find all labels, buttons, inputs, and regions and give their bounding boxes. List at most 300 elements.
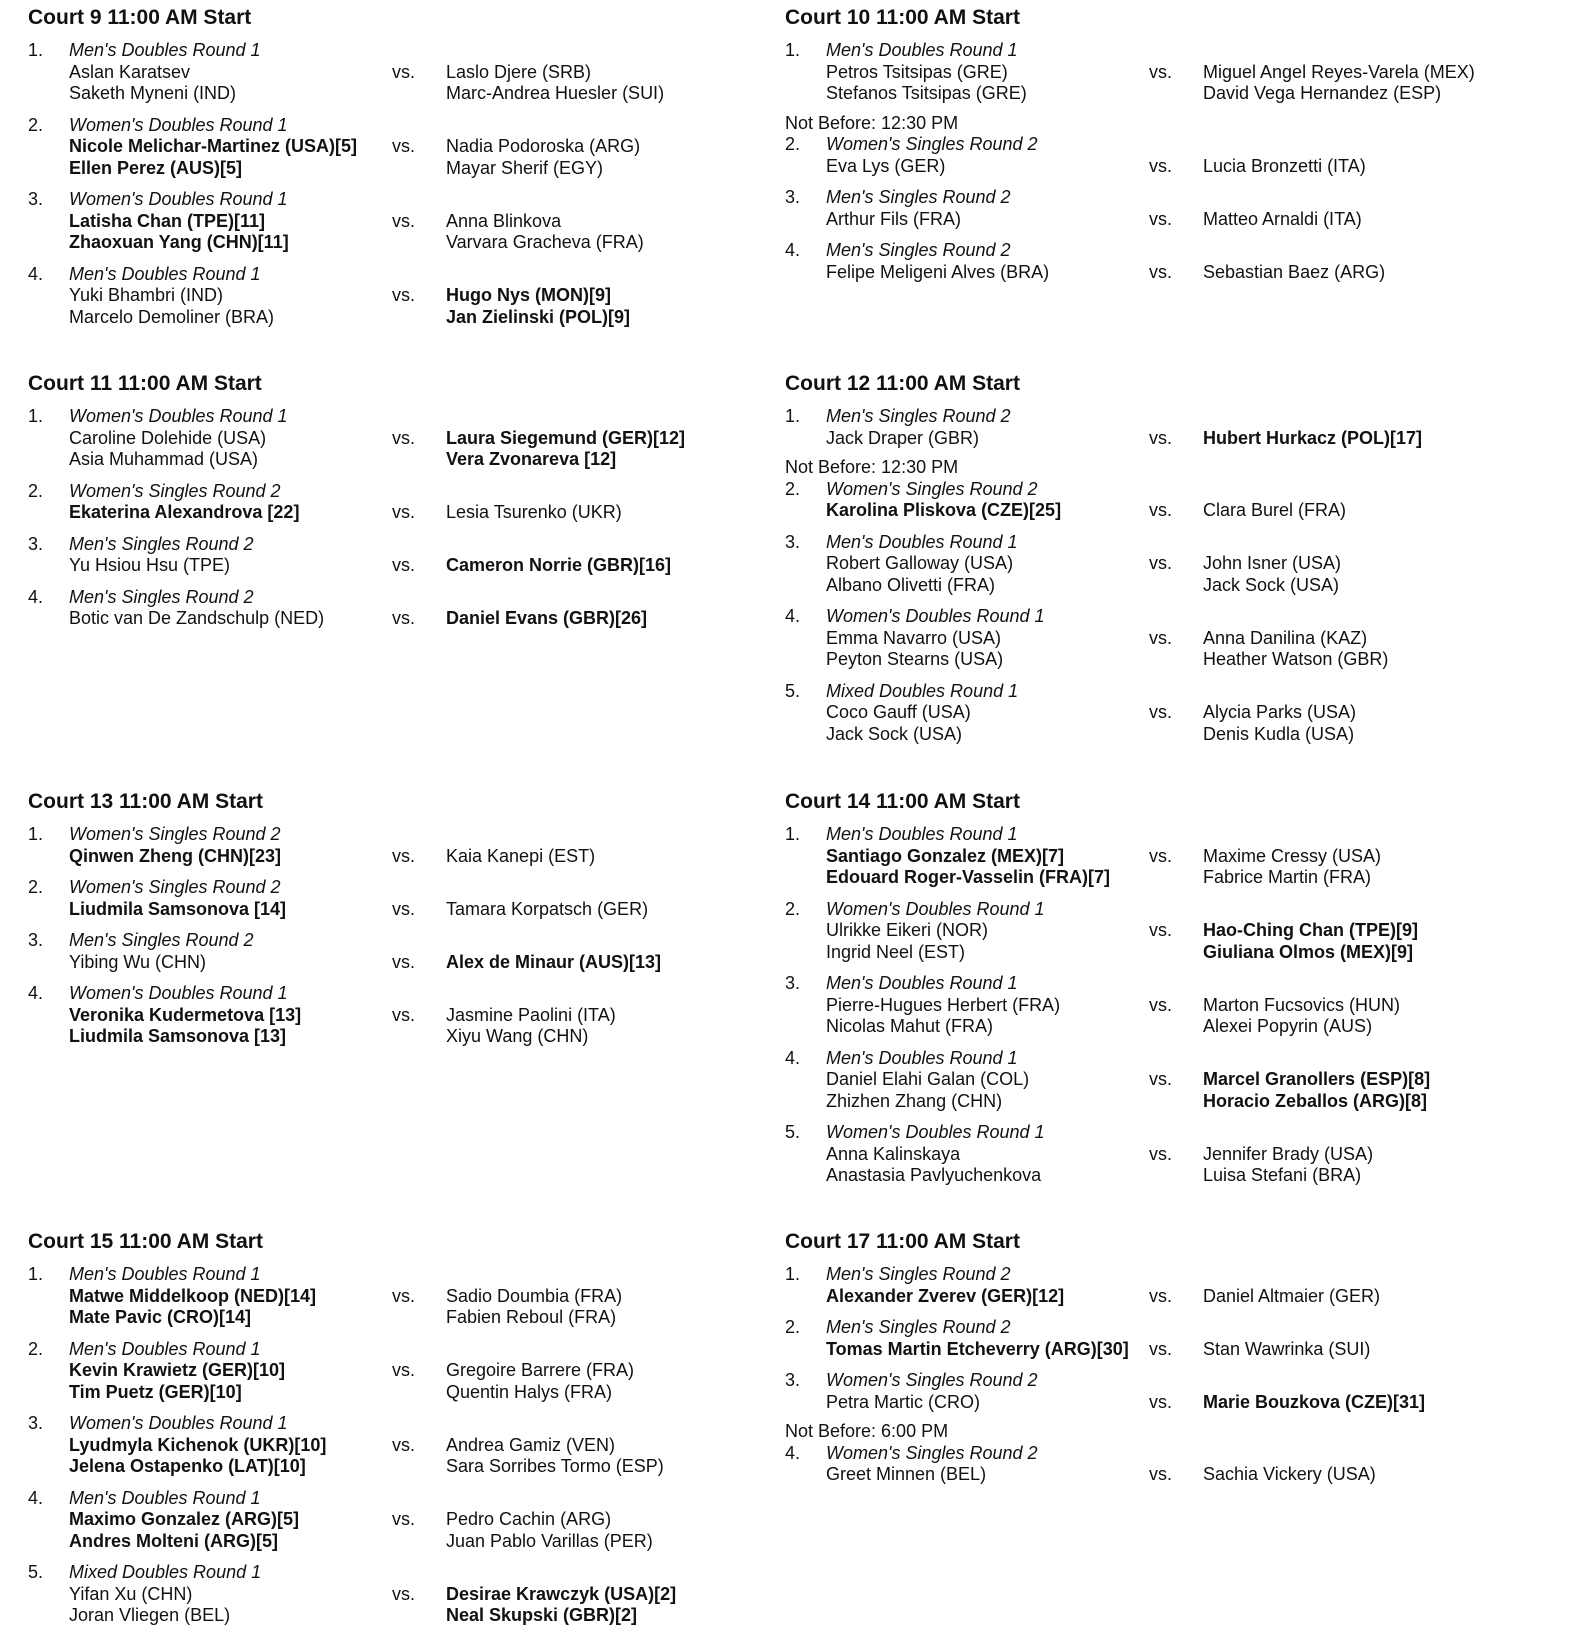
round-label: Men's Doubles Round 1 (826, 824, 1018, 844)
round-label: Women's Doubles Round 1 (69, 1413, 288, 1433)
match-row (28, 428, 768, 471)
player-name: Jasmine Paolini (ITA) (446, 1004, 616, 1025)
player-name: Yuki Bhambri (IND) (69, 285, 224, 305)
player-name: Alexander Zverev (GER)[12] (826, 1285, 1065, 1306)
left-team (69, 1005, 301, 1048)
match-entry (28, 983, 768, 1048)
match-number: 4. (28, 983, 44, 1003)
match-number: 3. (28, 189, 44, 209)
right-team (446, 555, 671, 577)
left-team (69, 136, 357, 179)
match-entry (28, 481, 768, 524)
player-name: Nicole Melichar-Martinez (USA)[5] (69, 136, 358, 156)
court-block (28, 790, 768, 1058)
vs-label: vs. (392, 1509, 416, 1529)
match-number: 1. (28, 40, 44, 60)
vs-label: vs. (1149, 627, 1173, 648)
player-name: Laslo Djere (SRB) (446, 61, 592, 82)
player-name: Saketh Myneni (IND) (69, 83, 237, 103)
player-name: Yibing Wu (CHN) (69, 951, 207, 972)
match-entry (785, 973, 1525, 1038)
match-number: 1. (28, 824, 44, 844)
player-name: Latisha Chan (TPE)[11] (69, 210, 266, 231)
player-name: Denis Kudla (USA) (1203, 723, 1355, 744)
round-label: Men's Singles Round 2 (69, 930, 254, 950)
left-team (69, 1435, 326, 1478)
match-row (28, 608, 768, 630)
match-number: 2. (28, 480, 44, 501)
right-team (446, 1360, 634, 1403)
vs-label: vs. (392, 285, 416, 305)
match-entry (785, 899, 1525, 964)
left-team (826, 628, 1003, 671)
player-name: Alex de Minaur (AUS)[13] (446, 951, 662, 972)
round-label: Men's Doubles Round 1 (69, 263, 261, 284)
left-team (826, 62, 1027, 105)
player-name: Sebastian Baez (ARG) (1203, 261, 1386, 282)
match-entry (785, 1264, 1525, 1307)
court-title: Court 13 11:00 AM Start (28, 790, 263, 813)
vs-label: vs. (1149, 61, 1173, 82)
player-name: Ekaterina Alexandrova [22] (69, 502, 300, 522)
match-entry (28, 189, 768, 254)
match-row (785, 1339, 1525, 1361)
round-label: Women's Doubles Round 1 (826, 606, 1045, 626)
right-team (1203, 428, 1422, 450)
match-number: 5. (28, 1562, 44, 1582)
vs-label: vs. (392, 427, 416, 448)
match-entry (28, 534, 768, 577)
match-row (28, 502, 768, 524)
player-name: Lesia Tsurenko (UKR) (446, 502, 622, 522)
match-row (28, 62, 768, 105)
not-before-time: Not Before: 6:00 PM (785, 1421, 949, 1441)
left-team (826, 262, 1049, 284)
round-label: Women's Singles Round 2 (69, 480, 281, 501)
player-name: Robert Galloway (USA) (826, 553, 1014, 573)
match-number: 3. (785, 1370, 801, 1390)
player-name: Zhizhen Zhang (CHN) (826, 1090, 1003, 1111)
left-team (69, 428, 266, 471)
player-name: Jack Sock (USA) (826, 723, 963, 744)
player-name: Nicolas Mahut (FRA) (826, 1016, 994, 1036)
player-name: John Isner (USA) (1203, 553, 1342, 573)
match-number: 4. (28, 586, 44, 607)
right-team (1203, 920, 1418, 963)
round-label: Women's Singles Round 2 (69, 877, 281, 897)
player-name: Hugo Nys (MON)[9] (446, 285, 611, 305)
player-name: Lucia Bronzetti (ITA) (1203, 155, 1366, 176)
vs-label: vs. (1149, 1069, 1173, 1089)
court-title: Court 11 11:00 AM Start (28, 372, 262, 395)
match-entry (28, 930, 768, 973)
round-label: Men's Doubles Round 1 (826, 1047, 1018, 1068)
round-label: Women's Doubles Round 1 (826, 898, 1045, 919)
match-row (785, 846, 1525, 889)
player-name: Jan Zielinski (POL)[9] (446, 306, 631, 327)
player-name: Andrea Gamiz (VEN) (446, 1434, 616, 1455)
match-number: 3. (28, 533, 44, 554)
match-number: 3. (785, 973, 801, 993)
vs-label: vs. (1149, 553, 1173, 573)
match-row (785, 920, 1525, 963)
player-name: Varvara Gracheva (FRA) (446, 232, 644, 252)
player-name: Yifan Xu (CHN) (69, 1583, 193, 1604)
player-name: Fabien Reboul (FRA) (446, 1307, 617, 1327)
vs-label: vs. (1149, 1464, 1173, 1484)
player-name: Juan Pablo Varillas (PER) (446, 1530, 653, 1551)
left-team (826, 1339, 1129, 1361)
match-row (785, 1286, 1525, 1308)
right-team (446, 1509, 653, 1552)
player-name: Ellen Perez (AUS)[5] (69, 157, 243, 178)
player-name: Veronika Kudermetova [13] (69, 1004, 302, 1025)
player-name: Anastasia Pavlyuchenkova (826, 1165, 1042, 1185)
player-name: Liudmila Samsonova [14] (69, 898, 287, 919)
round-label: Women's Doubles Round 1 (69, 983, 288, 1003)
player-name: Zhaoxuan Yang (CHN)[11] (69, 232, 289, 252)
left-team (69, 952, 206, 974)
court-title: Court 15 11:00 AM Start (28, 1230, 263, 1253)
left-team (69, 211, 289, 254)
right-team (1203, 1464, 1376, 1486)
left-team (826, 1069, 1029, 1112)
left-team (69, 1584, 230, 1627)
left-team (826, 1286, 1064, 1308)
match-row (28, 1286, 768, 1329)
vs-label: vs. (1149, 702, 1173, 722)
left-team (826, 428, 979, 450)
right-team (1203, 62, 1475, 105)
vs-label: vs. (1149, 845, 1173, 866)
player-name: Stefanos Tsitsipas (GRE) (826, 83, 1027, 103)
match-entry (785, 1317, 1525, 1360)
player-name: Alycia Parks (USA) (1203, 702, 1357, 722)
round-label: Men's Doubles Round 1 (826, 40, 1018, 60)
vs-label: vs. (392, 136, 416, 156)
player-name: Ulrikke Eikeri (NOR) (826, 920, 988, 940)
player-name: Quentin Halys (FRA) (446, 1381, 613, 1402)
match-entry (785, 187, 1525, 230)
court-block (28, 6, 768, 338)
right-team (446, 1286, 622, 1329)
match-row (28, 136, 768, 179)
match-entry (785, 532, 1525, 597)
match-number: 4. (785, 606, 801, 626)
match-number: 2. (28, 114, 44, 135)
player-name: Marton Fucsovics (HUN) (1203, 994, 1401, 1015)
round-label: Men's Singles Round 2 (826, 240, 1011, 260)
player-name: Daniel Altmaier (GER) (1203, 1285, 1381, 1306)
vs-label: vs. (1149, 1391, 1173, 1412)
left-team (69, 1286, 316, 1329)
left-team (69, 1509, 299, 1552)
match-row (28, 285, 768, 328)
match-entry (28, 1413, 768, 1478)
match-row (28, 1509, 768, 1552)
player-name: Andres Molteni (ARG)[5] (69, 1530, 278, 1551)
not-before-time: Not Before: 12:30 PM (785, 112, 959, 133)
vs-label: vs. (392, 1285, 416, 1306)
player-name: Marcelo Demoliner (BRA) (69, 306, 275, 327)
match-number: 5. (785, 1122, 801, 1142)
match-entry (785, 606, 1525, 671)
match-entry (28, 877, 768, 920)
match-entry (28, 406, 768, 471)
left-team (826, 846, 1110, 889)
right-team (1203, 995, 1400, 1038)
player-name: Anna Danilina (KAZ) (1203, 627, 1368, 648)
vs-label: vs. (392, 1583, 416, 1604)
court-title: Court 17 11:00 AM Start (785, 1230, 1020, 1253)
vs-label: vs. (1149, 1143, 1173, 1164)
player-name: Mate Pavic (CRO)[14] (69, 1307, 252, 1327)
right-team (446, 1005, 616, 1048)
player-name: Hao-Ching Chan (TPE)[9] (1203, 920, 1418, 940)
match-entry (785, 681, 1525, 746)
match-entry (785, 479, 1525, 522)
match-number: 2. (785, 478, 801, 499)
left-team (826, 500, 1061, 522)
court-block (785, 372, 1525, 755)
player-name: Luisa Stefani (BRA) (1203, 1165, 1362, 1185)
match-number: 1. (785, 1264, 801, 1284)
vs-label: vs. (392, 61, 416, 82)
vs-label: vs. (392, 1004, 416, 1025)
left-team (69, 555, 230, 577)
player-name: Xiyu Wang (CHN) (446, 1026, 589, 1046)
match-entry (28, 824, 768, 867)
vs-label: vs. (392, 1360, 416, 1380)
vs-label: vs. (1149, 1285, 1173, 1306)
player-name: Petra Martic (CRO) (826, 1391, 981, 1412)
player-name: Jack Draper (GBR) (826, 427, 980, 448)
match-row (785, 995, 1525, 1038)
vs-label: vs. (1149, 500, 1173, 520)
match-entry (28, 40, 768, 105)
round-label: Men's Doubles Round 1 (826, 531, 1018, 552)
right-team (1203, 1144, 1373, 1187)
match-number: 4. (28, 263, 44, 284)
match-row (28, 1584, 768, 1627)
player-name: Alexei Popyrin (AUS) (1203, 1016, 1373, 1036)
match-entry (28, 264, 768, 329)
right-team (446, 285, 630, 328)
match-row (28, 555, 768, 577)
match-row (28, 952, 768, 974)
vs-label: vs. (392, 845, 416, 866)
round-label: Women's Doubles Round 1 (69, 406, 288, 426)
match-row (785, 1069, 1525, 1112)
player-name: Maxime Cressy (USA) (1203, 845, 1382, 866)
player-name: Anna Kalinskaya (826, 1143, 961, 1164)
vs-label: vs. (1149, 920, 1173, 940)
round-label: Men's Doubles Round 1 (69, 1264, 261, 1284)
left-team (826, 209, 961, 231)
match-entry (785, 824, 1525, 889)
match-number: 4. (28, 1487, 44, 1508)
match-number: 2. (28, 877, 44, 897)
match-row (785, 702, 1525, 745)
right-team (1203, 628, 1388, 671)
match-number: 1. (785, 406, 801, 426)
match-entry (785, 1370, 1525, 1413)
match-entry (28, 1488, 768, 1553)
vs-label: vs. (392, 502, 416, 522)
match-row (785, 628, 1525, 671)
round-label: Women's Singles Round 2 (826, 134, 1038, 154)
vs-label: vs. (1149, 1338, 1173, 1359)
round-label: Men's Singles Round 2 (826, 1264, 1011, 1284)
court-title: Court 12 11:00 AM Start (785, 372, 1020, 395)
left-team (69, 899, 286, 921)
right-team (446, 608, 647, 630)
court-block (785, 6, 1525, 293)
player-name: Yu Hsiou Hsu (TPE) (69, 555, 231, 575)
vs-label: vs. (1149, 155, 1173, 176)
match-number: 2. (785, 898, 801, 919)
vs-label: vs. (392, 210, 416, 231)
round-label: Women's Singles Round 2 (826, 478, 1038, 499)
player-name: Botic van De Zandschulp (NED) (69, 608, 325, 628)
left-team (69, 502, 299, 524)
round-label: Mixed Doubles Round 1 (69, 1562, 262, 1582)
match-entry (785, 134, 1525, 177)
player-name: Coco Gauff (USA) (826, 702, 971, 722)
player-name: Giuliana Olmos (MEX)[9] (1203, 941, 1414, 962)
match-entry (785, 1048, 1525, 1113)
player-name: Nadia Podoroska (ARG) (446, 136, 641, 156)
right-team (446, 502, 622, 524)
right-team (446, 62, 664, 105)
vs-label: vs. (392, 951, 416, 972)
right-team (446, 1435, 664, 1478)
player-name: Jennifer Brady (USA) (1203, 1143, 1374, 1164)
player-name: Arthur Fils (FRA) (826, 208, 961, 229)
player-name: Aslan Karatsev (69, 61, 191, 82)
left-team (69, 846, 281, 868)
match-row (785, 156, 1525, 178)
left-team (826, 1144, 1041, 1187)
player-name: Stan Wawrinka (SUI) (1203, 1338, 1371, 1359)
player-name: Lyudmyla Kichenok (UKR)[10] (69, 1434, 327, 1455)
player-name: Asia Muhammad (USA) (69, 449, 259, 469)
vs-label: vs. (1149, 208, 1173, 229)
match-number: 3. (28, 930, 44, 950)
match-row (785, 262, 1525, 284)
right-team (1203, 1069, 1430, 1112)
right-team (1203, 156, 1366, 178)
match-row (28, 1005, 768, 1048)
player-name: Clara Burel (FRA) (1203, 500, 1347, 520)
match-row (785, 1464, 1525, 1486)
player-name: Daniel Elahi Galan (COL) (826, 1069, 1030, 1089)
match-row (28, 899, 768, 921)
match-row (785, 428, 1525, 450)
player-name: Pierre-Hugues Herbert (FRA) (826, 994, 1061, 1015)
player-name: Horacio Zeballos (ARG)[8] (1203, 1090, 1428, 1111)
player-name: Felipe Meligeni Alves (BRA) (826, 261, 1050, 282)
player-name: Jack Sock (USA) (1203, 574, 1340, 595)
match-entry (28, 1562, 768, 1627)
match-entry (785, 1122, 1525, 1187)
right-team (446, 211, 644, 254)
round-label: Men's Singles Round 2 (826, 406, 1011, 426)
player-name: Liudmila Samsonova [13] (69, 1026, 287, 1046)
player-name: Miguel Angel Reyes-Varela (MEX) (1203, 61, 1475, 82)
player-name: Matwe Middelkoop (NED)[14] (69, 1285, 317, 1306)
match-row (785, 62, 1525, 105)
player-name: Greet Minnen (BEL) (826, 1464, 987, 1484)
match-number: 1. (28, 1264, 44, 1284)
player-name: Joran Vliegen (BEL) (69, 1605, 231, 1625)
match-number: 3. (785, 531, 801, 552)
player-name: Hubert Hurkacz (POL)[17] (1203, 427, 1423, 448)
player-name: Kaia Kanepi (EST) (446, 845, 596, 866)
player-name: Heather Watson (GBR) (1203, 649, 1389, 669)
player-name: Caroline Dolehide (USA) (69, 427, 267, 448)
player-name: Anna Blinkova (446, 210, 562, 231)
player-name: Karolina Pliskova (CZE)[25] (826, 500, 1062, 520)
player-name: Matteo Arnaldi (ITA) (1203, 208, 1362, 229)
match-row (785, 1144, 1525, 1187)
match-number: 3. (785, 187, 801, 207)
match-entry (28, 1264, 768, 1329)
match-number: 1. (785, 40, 801, 60)
player-name: Neal Skupski (GBR)[2] (446, 1605, 638, 1625)
match-number: 4. (785, 1442, 801, 1463)
player-name: Albano Olivetti (FRA) (826, 574, 996, 595)
match-number: 5. (785, 680, 801, 701)
left-team (826, 920, 988, 963)
player-name: Kevin Krawietz (GER)[10] (69, 1360, 286, 1380)
round-label: Women's Singles Round 2 (826, 1370, 1038, 1390)
round-label: Men's Singles Round 2 (826, 1317, 1011, 1337)
court-block (28, 1230, 768, 1637)
left-team (826, 156, 945, 178)
left-team (69, 62, 236, 105)
match-number: 4. (785, 1047, 801, 1068)
vs-label: vs. (1149, 261, 1173, 282)
player-name: David Vega Hernandez (ESP) (1203, 83, 1442, 103)
player-name: Daniel Evans (GBR)[26] (446, 608, 648, 628)
right-team (1203, 1286, 1380, 1308)
player-name: Mayar Sherif (EGY) (446, 157, 604, 178)
player-name: Emma Navarro (USA) (826, 627, 1002, 648)
player-name: Petros Tsitsipas (GRE) (826, 61, 1008, 82)
right-team (1203, 846, 1381, 889)
left-team (826, 1464, 986, 1486)
player-name: Marc-Andrea Huesler (SUI) (446, 83, 665, 103)
match-number: 1. (785, 824, 801, 844)
round-label: Women's Doubles Round 1 (826, 1122, 1045, 1142)
round-label: Mixed Doubles Round 1 (826, 680, 1019, 701)
right-team (1203, 500, 1346, 522)
round-label: Men's Doubles Round 1 (69, 1338, 261, 1359)
round-label: Women's Singles Round 2 (826, 1442, 1038, 1463)
player-name: Maximo Gonzalez (ARG)[5] (69, 1509, 300, 1529)
right-team (446, 846, 595, 868)
player-name: Marcel Granollers (ESP)[8] (1203, 1069, 1431, 1089)
right-team (1203, 702, 1356, 745)
match-entry (28, 587, 768, 630)
vs-label: vs. (392, 608, 416, 628)
vs-label: vs. (392, 1434, 416, 1455)
right-team (446, 428, 685, 471)
court-title: Court 14 11:00 AM Start (785, 790, 1020, 813)
left-team (69, 1360, 285, 1403)
match-number: 3. (28, 1413, 44, 1433)
